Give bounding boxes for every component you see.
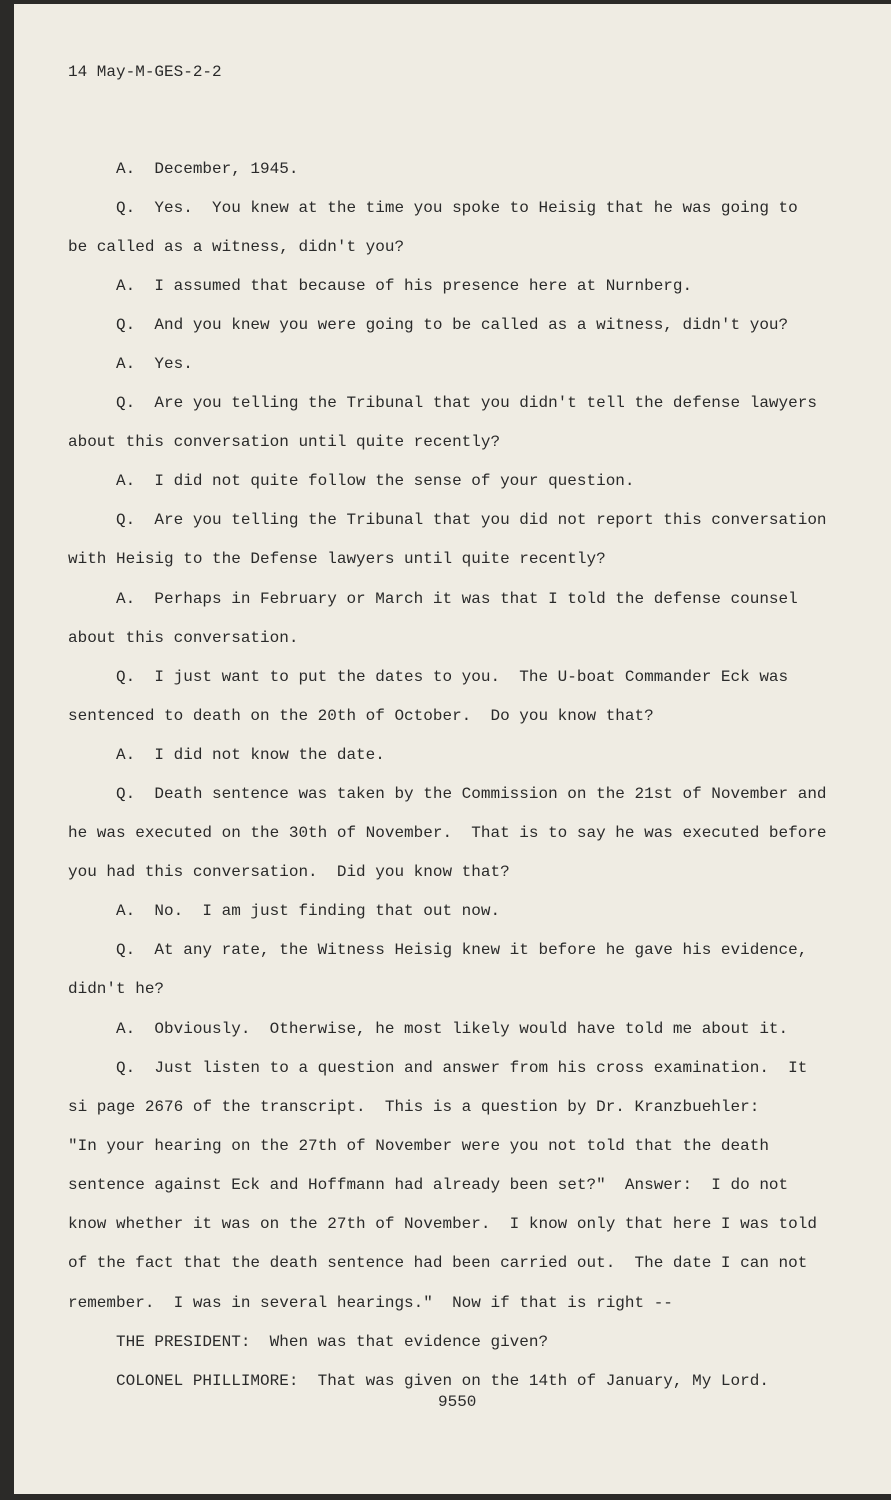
transcript-line: A. I assumed that because of his presence here at Nurnberg. (68, 277, 693, 295)
transcript-line: remember. I was in several hearings." Now if that is right -- (68, 1294, 673, 1312)
transcript-line: si page 2676 of the transcript. This is a question by Dr. Kranzbuehler: (68, 1098, 760, 1116)
transcript-line: he was executed on the 30th of November. That is to say he was executed before (68, 824, 827, 842)
transcript-line: A. I did not know the date. (68, 746, 385, 764)
transcript-line: Q. Yes. You knew at the time you spoke to Heisig that he was going to (68, 199, 798, 217)
transcript-line: about this conversation. (68, 629, 299, 647)
transcript-line: COLONEL PHILLIMORE: That was given on the 14th of January, My Lord. (68, 1372, 769, 1390)
transcript-line: A. No. I am just finding that out now. (68, 902, 501, 920)
transcript-line: Q. At any rate, the Witness Heisig knew it before he gave his evidence, (68, 941, 808, 959)
transcript-line: Q. Are you telling the Tribunal that you didn't tell the defense lawyers (68, 394, 817, 412)
page-header: 14 May-M-GES-2-2 (68, 63, 222, 81)
transcript-line: THE PRESIDENT: When was that evidence given? (68, 1333, 549, 1351)
transcript-line: "In your hearing on the 27th of November were you not told that the death (68, 1137, 769, 1155)
transcript-line: A. Yes. (68, 355, 193, 373)
transcript-line: A. December, 1945. (68, 160, 299, 178)
transcript-line: A. Obviously. Otherwise, he most likely would have told me about it. (68, 1020, 789, 1038)
transcript-line: with Heisig to the Defense lawyers until quite recently? (68, 550, 606, 568)
transcript-line: A. I did not quite follow the sense of your question. (68, 472, 635, 490)
transcript-line: Q. And you knew you were going to be called as a witness, didn't you? (68, 316, 789, 334)
transcript-line: sentenced to death on the 20th of October. Do you know that? (68, 707, 654, 725)
transcript-line: about this conversation until quite recently? (68, 433, 501, 451)
transcript-line: A. Perhaps in February or March it was that I told the defense counsel (68, 590, 798, 608)
transcript-line: you had this conversation. Did you know that? (68, 863, 510, 881)
transcript-line: sentence against Eck and Hoffmann had already been set?" Answer: I do not (68, 1176, 789, 1194)
transcript-line: of the fact that the death sentence had been carried out. The date I can not (68, 1254, 808, 1272)
transcript-line: be called as a witness, didn't you? (68, 238, 405, 256)
transcript-line: Q. Just listen to a question and answer from his cross examination. It (68, 1059, 808, 1077)
transcript-line: didn't he? (68, 980, 165, 998)
transcript-line: Q. Death sentence was taken by the Commission on the 21st of November and (68, 785, 827, 803)
document-page (14, 4, 891, 1494)
transcript-line: Q. I just want to put the dates to you. The U-boat Commander Eck was (68, 668, 789, 686)
transcript-line: know whether it was on the 27th of November. I know only that here I was told (68, 1215, 817, 1233)
transcript-line: Q. Are you telling the Tribunal that you did not report this conversation (68, 511, 827, 529)
page-number: 9550 (438, 1393, 477, 1411)
